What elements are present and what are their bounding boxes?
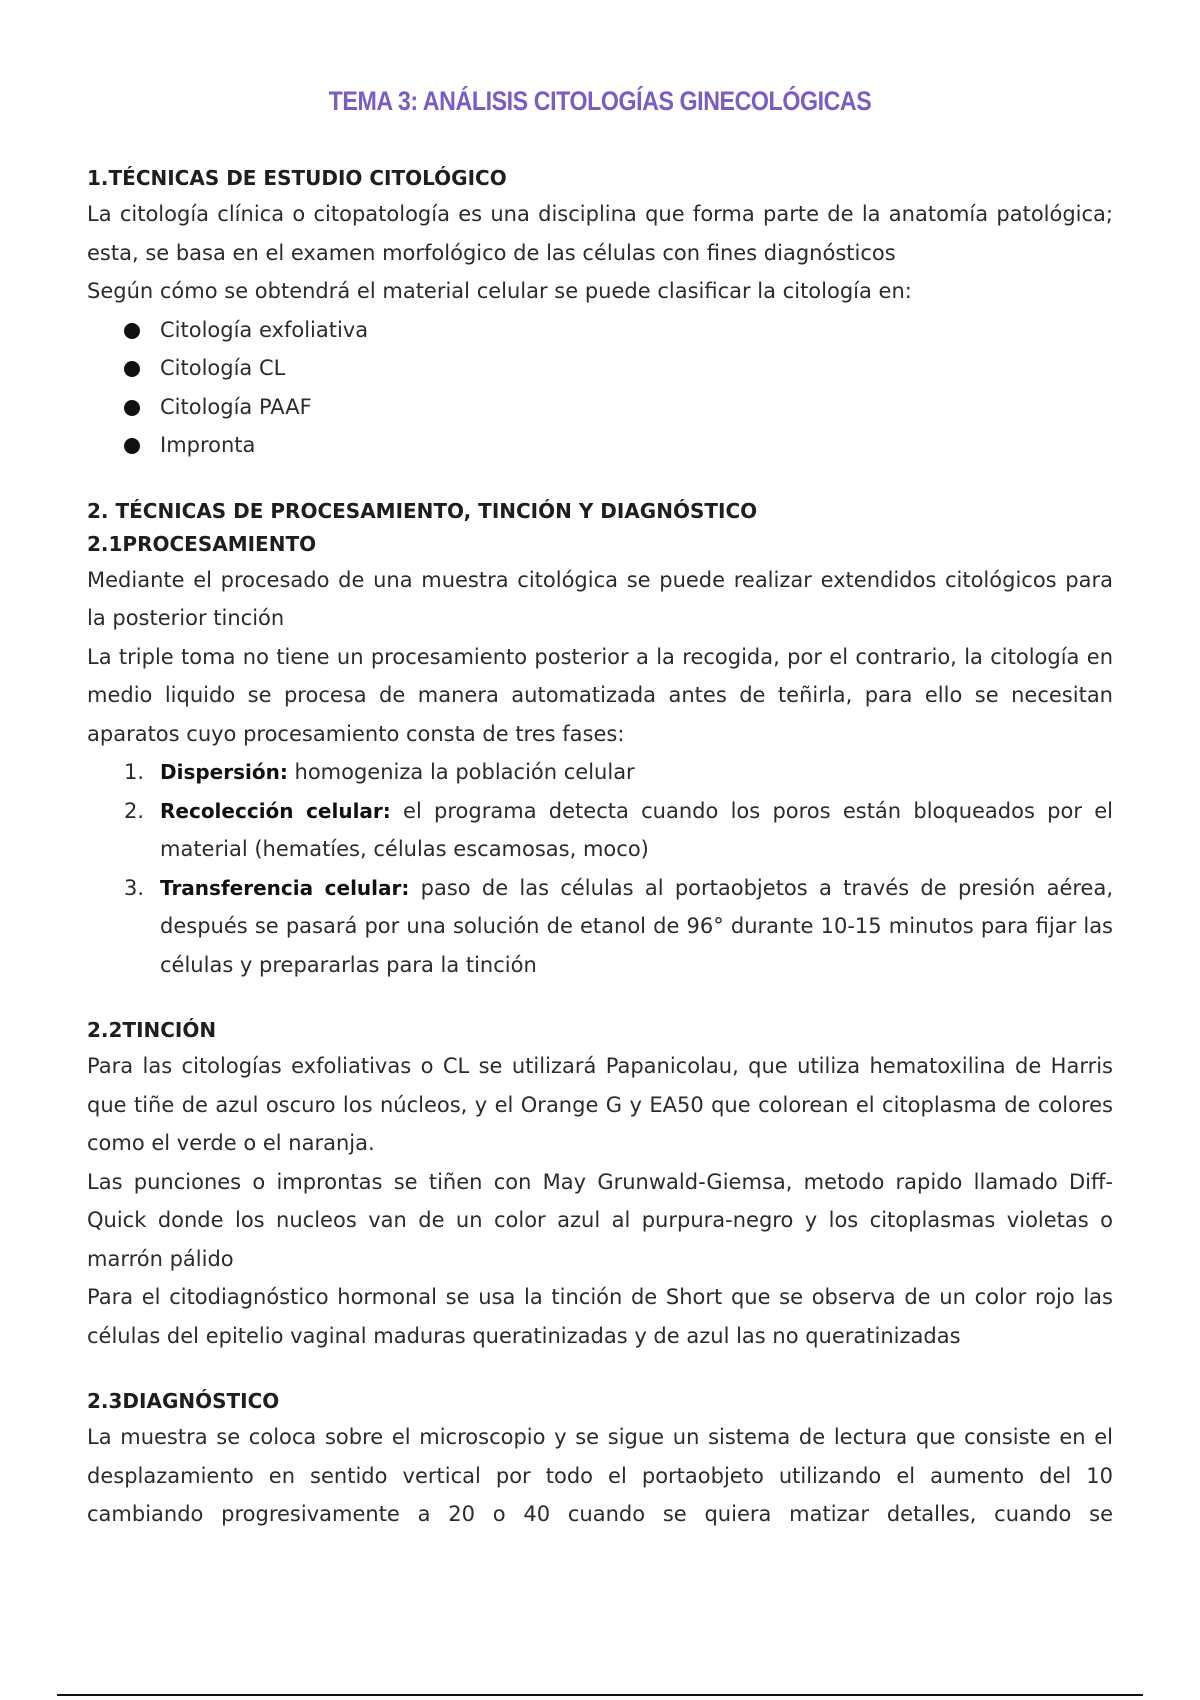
term-description: paso de las células al portaobjetos a través de presión aérea, después se pasará por una solución de etanol de 96° durante 10-15 minutos para fijar las células y prepararlas para la tinción: [160, 875, 1113, 977]
list-item: Citología CL: [124, 349, 1113, 388]
paragraph: Las punciones o improntas se tiñen con May Grunwald-Giemsa, metodo rapido llamado Diff-Quick donde los nucleos van de un color azul al purpura-negro y los citoplasmas violetas o marrón pálido: [87, 1169, 1113, 1271]
page-bottom-rule: [57, 1694, 1143, 1696]
bullet-icon: [124, 400, 140, 416]
subsection-heading-procesamiento: 2.1PROCESAMIENTO: [87, 531, 317, 556]
bullet-icon: [124, 438, 140, 454]
term: Dispersión:: [160, 760, 288, 784]
page-title: TEMA 3: ANÁLISIS CITOLOGÍAS GINECOLÓGICAS: [328, 86, 872, 116]
section-heading-tecnicas-estudio: 1.TÉCNICAS DE ESTUDIO CITOLÓGICO: [87, 166, 507, 190]
term: Recolección celular:: [160, 798, 391, 823]
term: Transferencia celular:: [160, 875, 410, 900]
paragraph: La triple toma no tiene un procesamiento posterior a la recogida, por el contrario, la citología en medio liquido se procesa de manera automatizada antes de teñirla, para ello se necesitan aparatos cuyo procesamiento consta de tres fases:: [87, 644, 1113, 746]
list-item: Impronta: [124, 426, 1113, 465]
subsection-heading-diagnostico: 2.3DIAGNÓSTICO: [87, 1389, 280, 1413]
list-item: [124, 792, 1113, 869]
paragraph: La citología clínica o citopatología es una disciplina que forma parte de la anatomía patológica; esta, se basa en el examen morfológico de las células con fines diagnósticos: [87, 202, 1113, 265]
paragraph: Mediante el procesado de una muestra citológica se puede realizar extendidos citológicos para la posterior tinción: [87, 567, 1113, 630]
paragraph: Para el citodiagnóstico hormonal se usa la tinción de Short que se observa de un color rojo las células del epitelio vaginal maduras queratinizadas y de azul las no queratinizadas: [87, 1285, 1113, 1348]
cytology-types-list: [87, 311, 1113, 465]
document-body: [87, 162, 1113, 1534]
term-description: homogeniza la población celular: [287, 760, 635, 784]
paragraph: Para las citologías exfoliativas o CL se utilizará Papanicolau, que utiliza hematoxilina de Harris que tiñe de azul oscuro los núcleos, y el Orange G y EA50 que colorean el citoplasma de colores como el verde o el naranja.: [87, 1054, 1113, 1155]
paragraph: Según cómo se obtendrá el material celular se puede clasificar la citología en:: [87, 279, 912, 303]
list-number: 3.: [124, 875, 145, 900]
term-description: el programa detecta cuando los poros están bloqueados por el material (hematíes, células escamosas, moco): [160, 798, 1113, 861]
subsection-heading-tincion: 2.2TINCIÓN: [87, 1018, 217, 1042]
list-number: 1.: [124, 760, 145, 784]
bullet-icon: [124, 361, 140, 377]
section-heading-procesamiento-tincion: 2. TÉCNICAS DE PROCESAMIENTO, TINCIÓN Y DIAGNÓSTICO: [87, 498, 758, 523]
processing-phases-list: [87, 753, 1113, 984]
list-item: [124, 869, 1113, 985]
list-item: Citología PAAF: [124, 388, 1113, 427]
bullet-icon: [124, 323, 140, 339]
list-item: Citología exfoliativa: [124, 311, 1113, 350]
list-item: [124, 753, 1113, 792]
list-number: 2.: [124, 798, 145, 823]
paragraph: La muestra se coloca sobre el microscopio y se sigue un sistema de lectura que consiste en el desplazamiento en sentido vertical por todo el portaobjeto utilizando el aumento del 10 cambiando progresivamente a 20 o 40 cuando se quiera matizar detalles, cuando se: [87, 1425, 1113, 1526]
